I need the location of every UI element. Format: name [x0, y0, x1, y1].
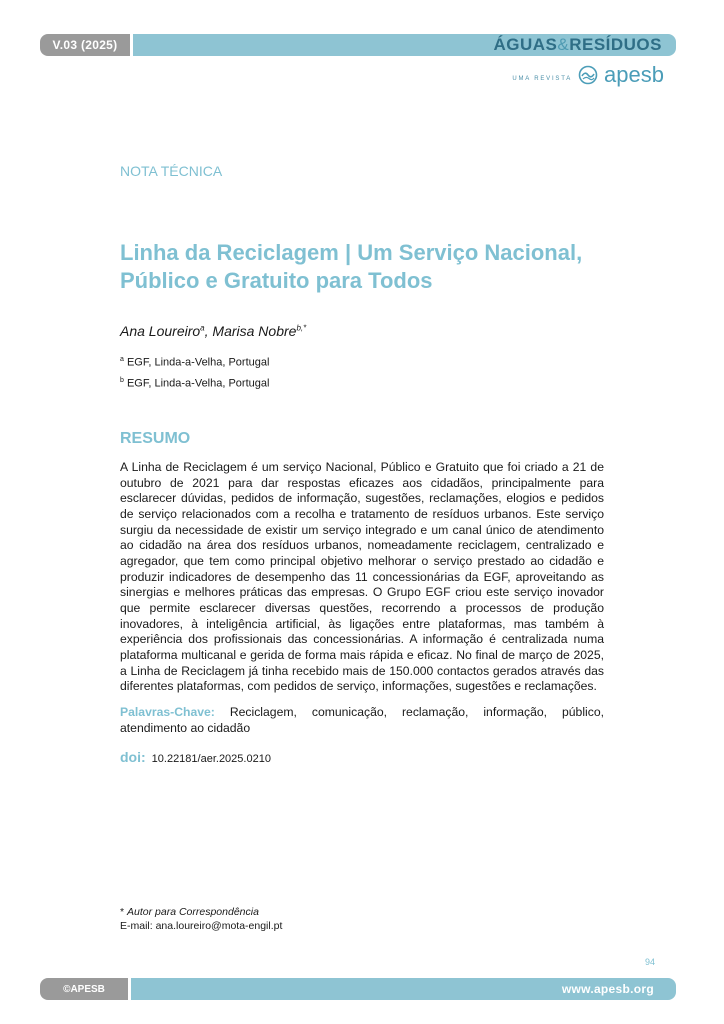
author-affiliation-mark: a	[200, 323, 205, 333]
correspondence-email[interactable]: E-mail: ana.loureiro@mota-engil.pt	[120, 920, 283, 932]
section-label: NOTA TÉCNICA	[120, 163, 223, 179]
apesb-brand	[512, 64, 664, 86]
brand-name: apesb	[604, 62, 664, 87]
correspondence-label: Autor para Correspondência	[127, 906, 259, 918]
doi-value: 10.22181/aer.2025.0210	[151, 753, 271, 765]
apesb-logo-icon	[578, 65, 598, 85]
author-name: Marisa Nobre	[212, 323, 297, 339]
keywords-label: Palavras-Chave:	[120, 705, 215, 719]
brand-tagline: UMA REVISTA	[512, 76, 573, 82]
website-link[interactable]: www.apesb.org	[561, 982, 654, 996]
volume-label: V.03 (2025)	[52, 38, 118, 52]
affiliation-mark: b	[120, 377, 124, 384]
doi	[120, 749, 271, 765]
page-number: 94	[645, 957, 656, 967]
abstract-heading: RESUMO	[120, 430, 191, 447]
journal-title-part1: ÁGUAS	[493, 35, 558, 54]
author-list	[120, 323, 306, 339]
copyright-label: ©APESB	[63, 983, 105, 995]
affiliation	[120, 377, 269, 390]
journal-title	[493, 36, 662, 54]
keywords	[120, 705, 604, 736]
keywords-text: Reciclagem, comunicação, reclamação, informação, público, atendimento ao cidadão	[120, 705, 604, 735]
author-separator: ,	[204, 323, 213, 339]
abstract-text: A Linha de Reciclagem é um serviço Nacional, Público e Gratuito que foi criado a 21 de outubro de 2021 para dar respostas eficazes aos cidadãos, principalmente para esclarecer dúvidas, pedidos de informação, sugestões, reclamações, elogios e pedidos de serviço relacionados com a recolha e tratamento de resíduos urbanos. Este serviço surgiu da necessidade de existir um serviço integrado e um canal único de atendimento ao cidadão na área dos resíduos urbanos, nomeadamente reciclagem, centralizado e agregador, que tem como principal objetivo melhorar o serviço prestado ao cidadão e produzir indicadores de desempenho das 11 concessionárias da EGF, aproveitando as sinergias e melhores práticas das empresas. O Grupo EGF criou este serviço inovador que permite esclarecer diversas questões, recorrendo a processos de produção inovadores, à inteligência artificial, às ligações entre plataformas, mas também à experiência dos profissionais das concessionárias. A informação é centralizada numa plataforma multicanal e gerida de forma mais rápida e eficaz. No final de março de 2025, a Linha de Reciclagem já tinha recebido mais de 150.000 contactos gerados através das diferentes plataformas, com pedidos de serviço, informações, sugestões e reclamações.	[120, 460, 604, 694]
affiliation-mark: a	[120, 356, 124, 363]
affiliation	[120, 356, 269, 369]
article-title: Linha da Reciclagem | Um Serviço Nacional, Público e Gratuito para Todos	[120, 240, 583, 293]
author-name: Ana Loureiro	[120, 323, 201, 339]
correspondence	[120, 905, 282, 933]
copyright-tab	[40, 978, 128, 1000]
journal-title-amp: &	[557, 35, 570, 54]
journal-title-part2: RESÍDUOS	[569, 35, 662, 54]
affiliation-text: EGF, Linda-a-Velha, Portugal	[126, 377, 270, 390]
affiliation-text: EGF, Linda-a-Velha, Portugal	[126, 356, 270, 369]
correspondence-mark: *	[120, 906, 125, 918]
author-affiliation-mark: b,*	[296, 323, 307, 333]
volume-tab	[40, 34, 130, 56]
doi-label: doi:	[120, 749, 146, 765]
